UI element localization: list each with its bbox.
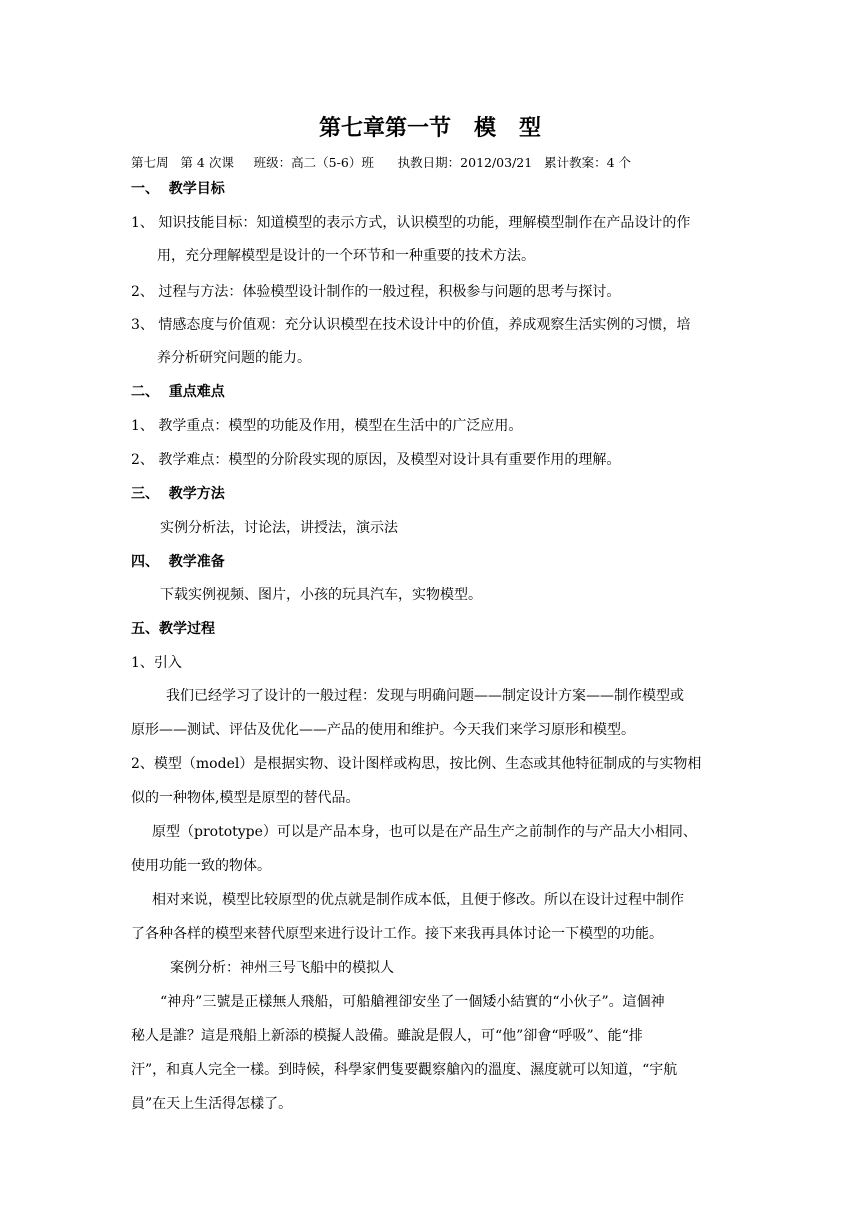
case-label: 案例分析：神州三号飞船中的模拟人 [170, 960, 394, 976]
objective-item: 2、 过程与方法：体验模型设计制作的一般过程，积极参与问题的思考与探讨。 [131, 284, 621, 300]
section-heading-methods: 三、 教学方法 [131, 486, 225, 502]
page-title: 第七章第一节 模 型 [319, 115, 541, 141]
objective-item-continued: 养分析研究问题的能力。 [157, 350, 311, 366]
section-heading-objectives: 一、 教学目标 [131, 181, 225, 197]
case-paragraph-line: 汗”，和真人完全一樣。到時候，科學家們隻要觀察艙內的溫度、濕度就可以知道，“宇航 [131, 1062, 678, 1078]
case-paragraph-line: “神舟”三號是正樣無人飛船，可船艙裡卻安坐了一個矮小結實的“小伙子”。這個神 [160, 994, 665, 1010]
subheading-intro: 1、引入 [131, 655, 182, 671]
paragraph-line: 2、模型（model）是根据实物、设计图样或构思，按比例、生态或其他特征制成的与实物相 [131, 756, 702, 772]
section-heading-key-points: 二、 重点难点 [131, 384, 225, 400]
lesson-meta: 第七周 第 4 次课 班级：高二（5-6）班 执教日期：2012/03/21 累计教案：4 个 [131, 155, 632, 170]
section-heading-process: 五、教学过程 [131, 621, 215, 637]
paragraph-line: 使用功能一致的物体。 [131, 858, 271, 874]
methods-text: 实例分析法，讨论法，讲授法，演示法 [160, 520, 398, 536]
paragraph-line: 似的一种物体,模型是原型的替代品。 [131, 790, 360, 806]
objective-item-continued: 用，充分理解模型是设计的一个环节和一种重要的技术方法。 [157, 248, 535, 264]
case-paragraph-line: 員”在天上生活得怎樣了。 [131, 1096, 293, 1112]
paragraph-line: 原形——测试、评估及优化——产品的使用和维护。今天我们来学习原形和模型。 [131, 722, 635, 738]
key-point-item: 2、 教学难点：模型的分阶段实现的原因，及模型对设计具有重要作用的理解。 [131, 452, 621, 468]
case-paragraph-line: 秘人是誰？這是飛船上新添的模擬人設備。雖說是假人，可“他”卻會“呼吸”、能“排 [131, 1028, 643, 1044]
preparation-text: 下载实例视频、图片，小孩的玩具汽车，实物模型。 [160, 587, 482, 603]
objective-item: 1、 知识技能目标：知道模型的表示方式，认识模型的功能，理解模型制作在产品设计的作 [131, 215, 691, 231]
objective-item: 3、 情感态度与价值观：充分认识模型在技术设计中的价值，养成观察生活实例的习惯，培 [131, 317, 691, 333]
paragraph-line: 我们已经学习了设计的一般过程：发现与明确问题——制定设计方案——制作模型或 [166, 688, 684, 704]
section-heading-preparation: 四、 教学准备 [131, 554, 225, 570]
paragraph-line: 相对来说，模型比较原型的优点就是制作成本低，且便于修改。所以在设计过程中制作 [152, 892, 684, 908]
paragraph-line: 原型（prototype）可以是产品本身，也可以是在产品生产之前制作的与产品大小相同、 [152, 824, 697, 840]
key-point-item: 1、 教学重点：模型的功能及作用，模型在生活中的广泛应用。 [131, 418, 523, 434]
paragraph-line: 了各种各样的模型来替代原型来进行设计工作。接下来我再具体讨论一下模型的功能。 [131, 926, 663, 942]
